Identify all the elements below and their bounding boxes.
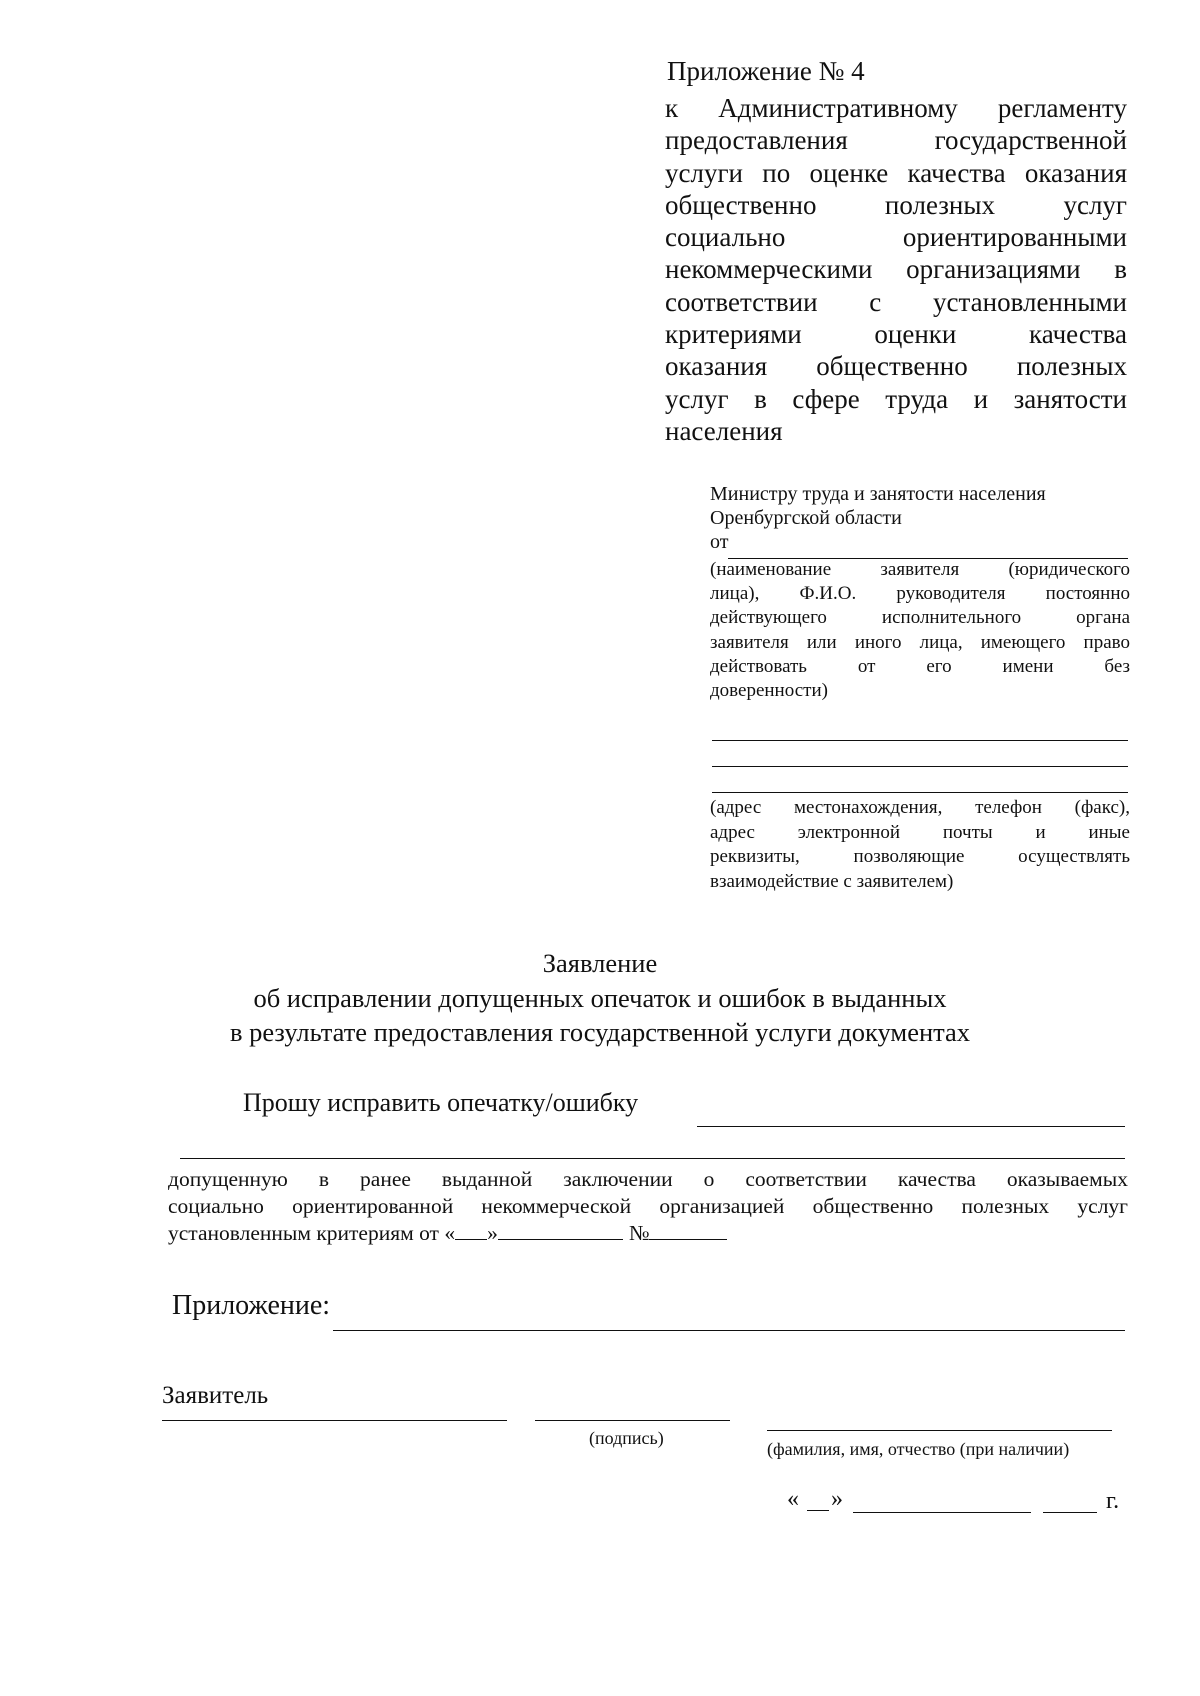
statement-subtitle: об исправлении допущенных опечаток и ошибок в выданных bbox=[253, 983, 947, 1013]
year-fill-line[interactable] bbox=[1043, 1512, 1097, 1513]
date-close: » bbox=[831, 1486, 843, 1512]
caption-line: заявителя или иного лица, имеющего право bbox=[710, 631, 1130, 653]
annex-line: соответствии с установленными bbox=[665, 286, 1127, 317]
applicant-caption bbox=[710, 558, 1130, 703]
date-open-text: установленным критериям от « bbox=[168, 1221, 456, 1245]
number-blank[interactable] bbox=[649, 1221, 727, 1240]
applicant-label: Заявитель bbox=[162, 1382, 269, 1409]
applicant-fill-line[interactable] bbox=[712, 766, 1128, 767]
annex-line: социально ориентированными bbox=[665, 222, 1127, 253]
annex-line: предоставления государственной bbox=[665, 125, 1127, 156]
caption-line: доверенности) bbox=[710, 680, 828, 702]
statement-title: Заявление bbox=[542, 948, 658, 978]
signature-caption: (подпись) bbox=[589, 1428, 664, 1448]
day-blank[interactable] bbox=[455, 1221, 487, 1240]
annex-line: некоммерческими организациями в bbox=[665, 254, 1127, 285]
day-fill-line[interactable] bbox=[807, 1510, 829, 1511]
address-caption bbox=[710, 796, 1130, 894]
annex-line: услуг в сфере труда и занятости bbox=[665, 383, 1127, 414]
date-blank[interactable] bbox=[498, 1221, 623, 1240]
signature-fill-line[interactable] bbox=[535, 1420, 730, 1421]
caption-line: действующего исполнительного органа bbox=[710, 607, 1130, 629]
annex-line: критериями оценки качества bbox=[665, 319, 1127, 350]
date-close-text: » bbox=[487, 1221, 498, 1245]
from-label: от bbox=[710, 531, 729, 553]
applicant-fill-line[interactable] bbox=[162, 1420, 507, 1421]
annex-reference bbox=[665, 92, 1127, 447]
attachments-label: Приложение: bbox=[172, 1290, 331, 1321]
annex-line: к Административному регламенту bbox=[665, 93, 1127, 123]
name-fill-line[interactable] bbox=[767, 1430, 1112, 1431]
year-suffix: г. bbox=[1106, 1488, 1120, 1514]
name-caption: (фамилия, имя, отчество (при наличии) bbox=[767, 1439, 1070, 1459]
statement-subtitle: в результате предоставления государственной услуги документах bbox=[229, 1017, 971, 1047]
annex-line: населения bbox=[665, 415, 783, 446]
caption-line: реквизиты, позволяющие осуществлять bbox=[710, 846, 1130, 867]
caption-line: взаимодействие с заявителем) bbox=[710, 870, 954, 892]
attachments-fill-line[interactable] bbox=[333, 1330, 1125, 1331]
body-line: социально ориентированной некоммерческой организацией общественно полезных услуг bbox=[168, 1194, 1128, 1218]
body-line: допущенную в ранее выданной заключении о соответствии качества оказываемых bbox=[168, 1167, 1128, 1191]
caption-line: (наименование заявителя (юридического bbox=[710, 559, 1130, 580]
address-fill-line[interactable] bbox=[712, 792, 1128, 793]
annex-title: Приложение № 4 bbox=[667, 56, 865, 86]
annex-line: общественно полезных услуг bbox=[665, 189, 1127, 220]
month-fill-line[interactable] bbox=[853, 1512, 1031, 1513]
request-label: Прошу исправить опечатку/ошибку bbox=[243, 1088, 639, 1117]
annex-line: услуги по оценке качества оказания bbox=[665, 157, 1127, 188]
date-open: « bbox=[787, 1486, 799, 1512]
caption-line: лица), Ф.И.О. руководителя постоянно bbox=[710, 583, 1130, 605]
from-fill-line[interactable] bbox=[728, 558, 1128, 559]
number-sign: № bbox=[628, 1221, 650, 1245]
applicant-fill-line[interactable] bbox=[712, 740, 1128, 741]
caption-line: (адрес местонахождения, телефон (факс), bbox=[710, 797, 1130, 818]
annex-line: оказания общественно полезных bbox=[665, 351, 1127, 382]
caption-line: действовать от его имени без bbox=[710, 655, 1130, 677]
request-body bbox=[168, 1166, 1128, 1247]
body-line bbox=[168, 1220, 1128, 1247]
addressee-block bbox=[710, 482, 1130, 703]
error-fill-line[interactable] bbox=[180, 1158, 1125, 1159]
caption-line: адрес электронной почты и иные bbox=[710, 821, 1130, 843]
error-fill-line[interactable] bbox=[697, 1126, 1125, 1127]
addressee-region: Оренбургской области bbox=[710, 507, 902, 529]
addressee-minister: Министру труда и занятости населения bbox=[710, 483, 1046, 505]
